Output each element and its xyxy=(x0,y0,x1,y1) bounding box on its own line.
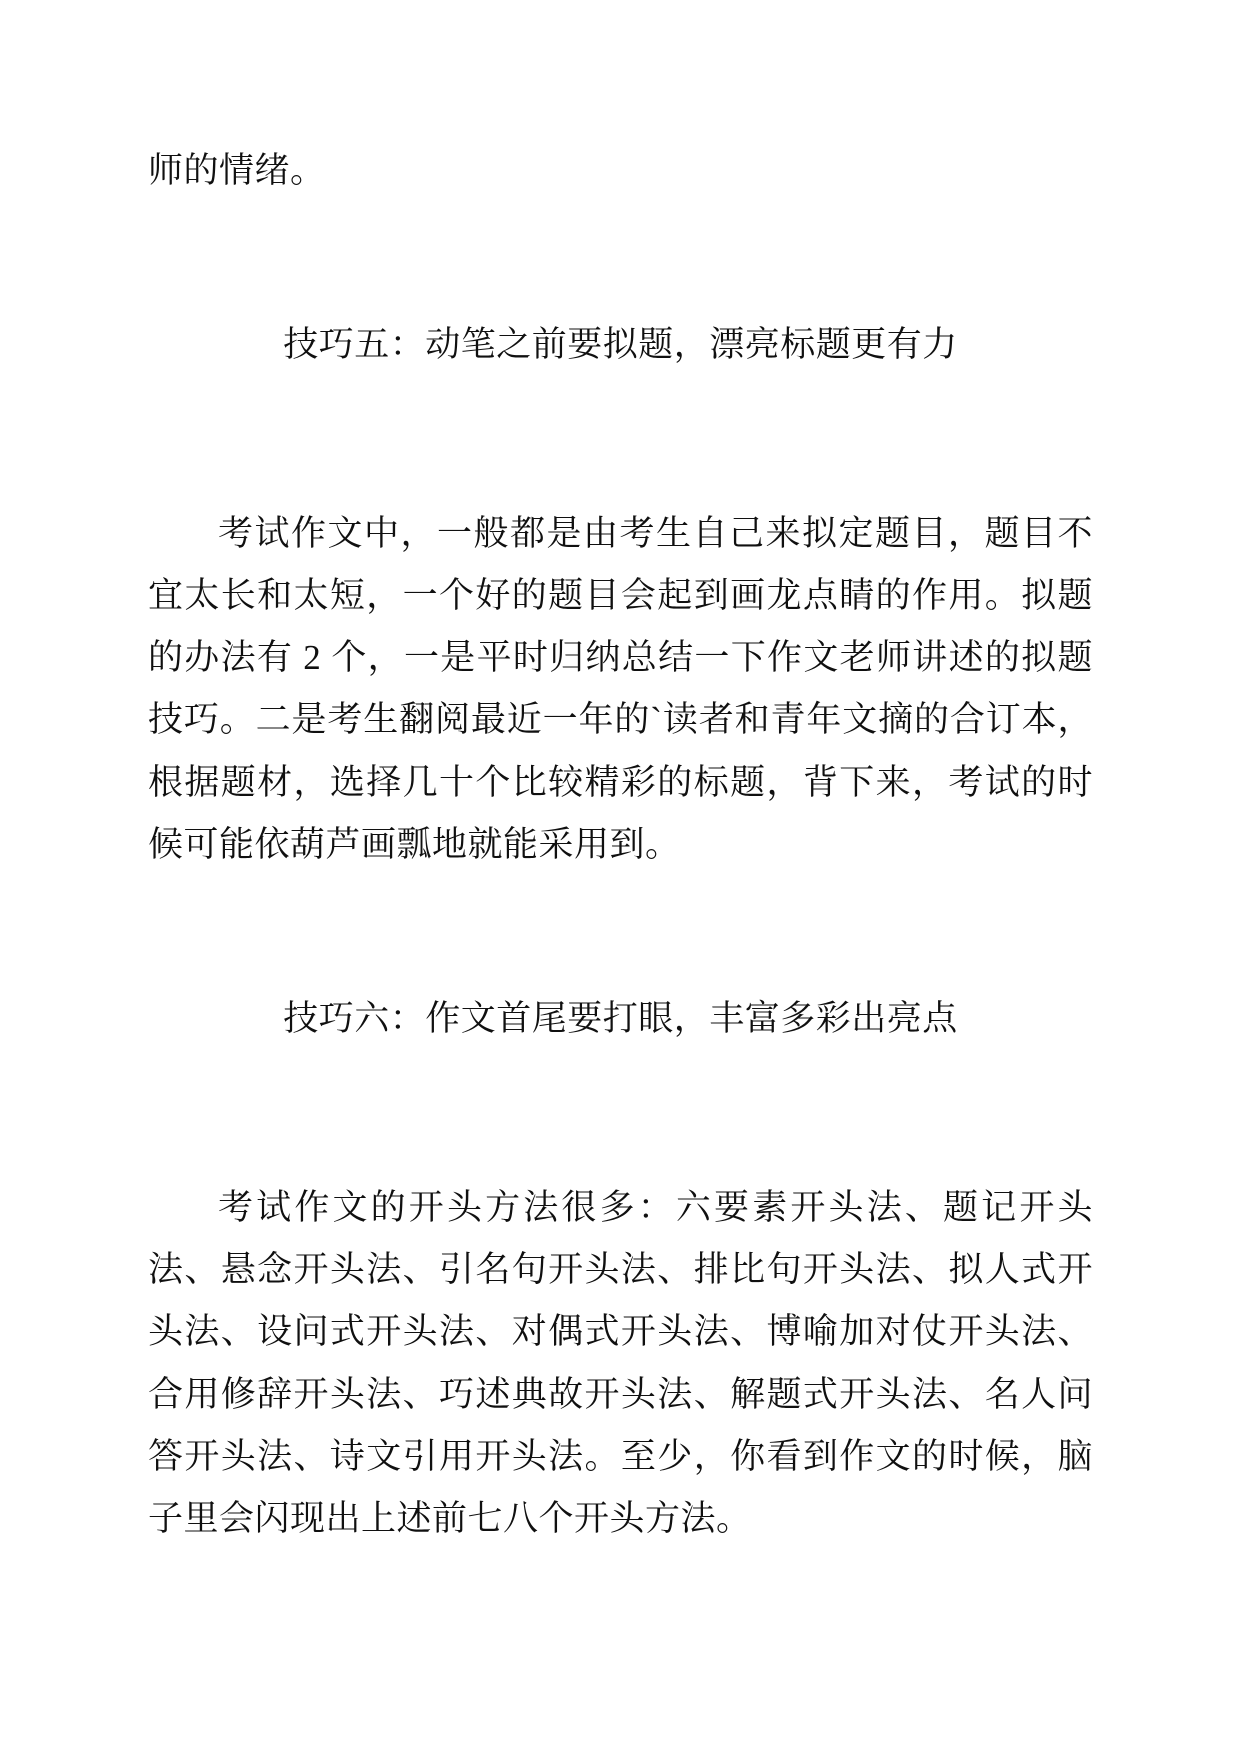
block-spacer xyxy=(148,876,1093,988)
heading-skill-five: 技巧五：动笔之前要拟题，漂亮标题更有力 xyxy=(283,325,958,365)
block-spacer xyxy=(148,1051,1093,1177)
document-body xyxy=(148,140,1093,1550)
block-spacer xyxy=(148,202,1093,314)
paragraph-skill-six-body: 考试作文的开头方法很多：六要素开头法、题记开头法、悬念开头法、引名句开头法、排比句开头法、拟人式开头法、设问式开头法、对偶式开头法、博喻加对仗开头法、合用修辞开头法、巧述典故开头法、解题式开头法、名人问答开头法、诗文引用开头法。至少，你看到作文的时候，脑子里会闪现出上述前七八个开头方法。 xyxy=(148,1187,1093,1539)
paragraph-skill-five-body: 考试作文中，一般都是由考生自己来拟定题目，题目不宜太长和太短，一个好的题目会起到画龙点睛的作用。拟题的办法有 2 个，一是平时归纳总结一下作文老师讲述的拟题技巧。二是考生翻阅最近一年的`读者和青年文摘的合订本，根据题材，选择几十个比较精彩的标题，背下来，考试的时候可能依葫芦画瓢地就能采用到。 xyxy=(148,513,1093,865)
paragraph-continuation: 师的情绪。 xyxy=(148,151,326,190)
heading-skill-six: 技巧六：作文首尾要打眼，丰富多彩出亮点 xyxy=(283,999,958,1039)
block-spacer xyxy=(148,377,1093,503)
